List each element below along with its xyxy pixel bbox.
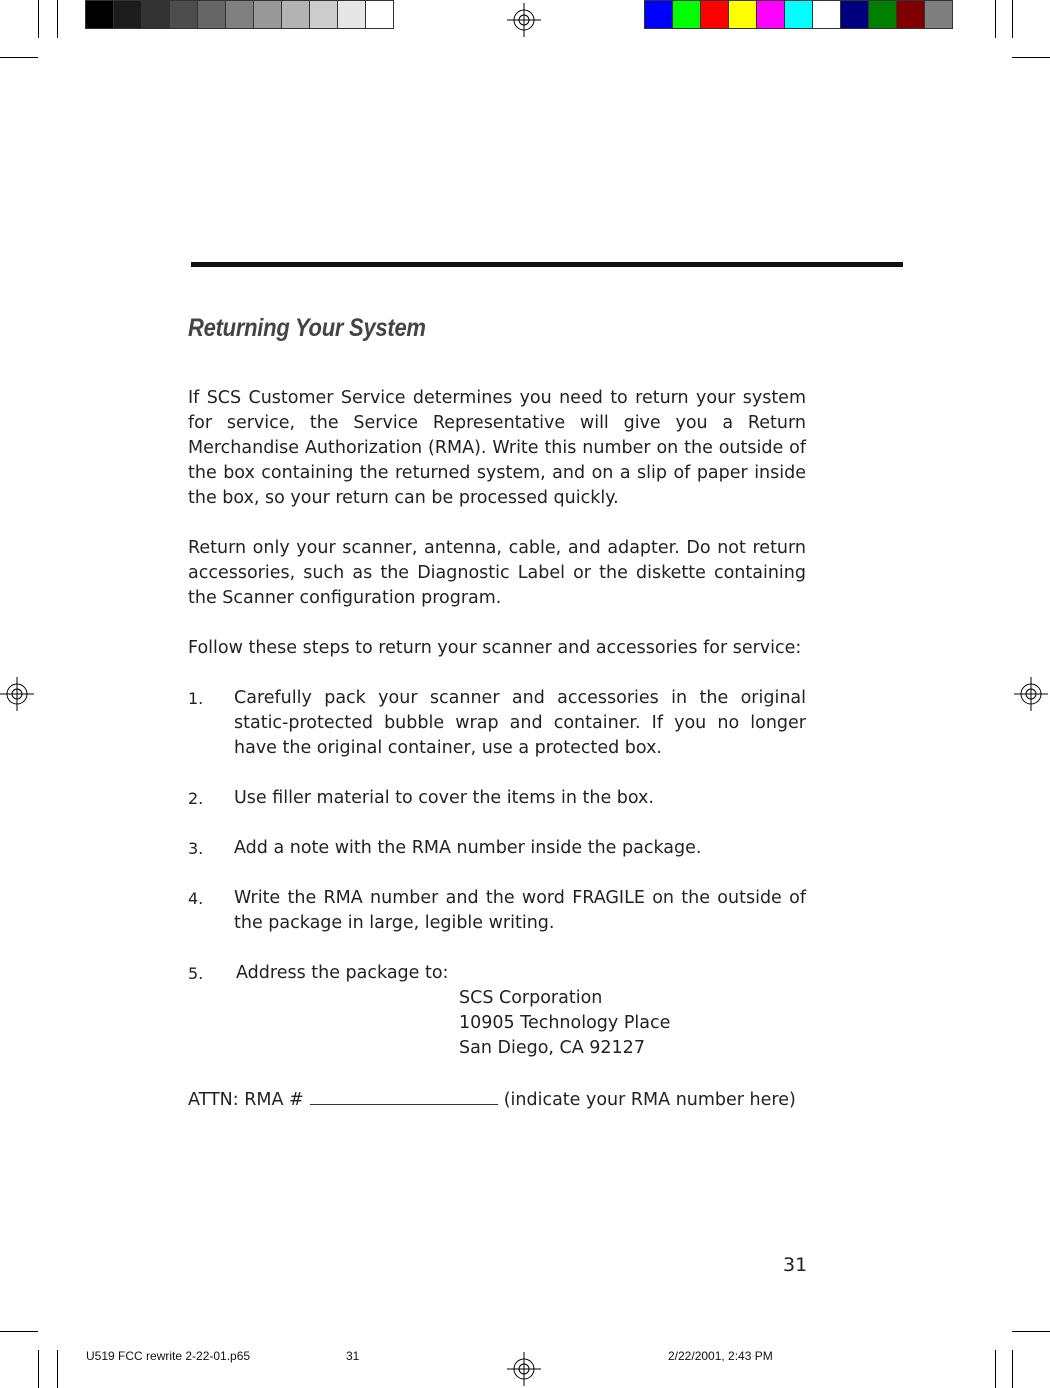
registration-mark-icon bbox=[507, 1352, 541, 1386]
step-number: 1. bbox=[188, 689, 204, 708]
step-number: 3. bbox=[188, 839, 204, 858]
address-line: 10905 Technology Place bbox=[459, 1013, 671, 1033]
color-swatch bbox=[756, 0, 785, 29]
page-number: 31 bbox=[783, 1254, 808, 1276]
crop-mark bbox=[1012, 1331, 1050, 1332]
color-swatch bbox=[840, 0, 869, 29]
color-swatch bbox=[672, 0, 701, 29]
section-divider bbox=[191, 262, 903, 267]
paragraph-text: Return only your scanner, antenna, cable, and adapter. Do not return accessories, such as the Diagnostic Label or the diskette containing the Scanner configuration program. bbox=[188, 538, 806, 608]
paragraph-text: If SCS Customer Service determines you need to return your system for service, the Service Representative will give you a Return Merchandise Authorization (RMA). Write this number on the outside of the box containing the returned system, and on a slip of paper inside the box, so your return can be processed quickly. bbox=[188, 388, 806, 508]
crop-mark bbox=[38, 0, 39, 38]
crop-mark bbox=[995, 1350, 996, 1388]
attn-label: ATTN: RMA # bbox=[188, 1090, 304, 1110]
crop-mark bbox=[38, 1350, 39, 1388]
gray-swatch bbox=[197, 0, 226, 29]
grayscale-swatch-strip bbox=[85, 0, 393, 29]
color-swatch bbox=[728, 0, 757, 29]
step-text: Carefully pack your scanner and accessories in the original static-protected bubble wrap and container. If you no longer have the original container, use a protected box. bbox=[234, 688, 806, 758]
footer-page: 31 bbox=[346, 1349, 360, 1363]
step-item bbox=[188, 886, 806, 936]
gray-swatch bbox=[169, 0, 198, 29]
gray-swatch bbox=[225, 0, 254, 29]
registration-mark-icon bbox=[1014, 677, 1048, 711]
color-swatch bbox=[644, 0, 673, 29]
registration-mark-icon bbox=[507, 3, 541, 37]
crop-mark bbox=[995, 0, 996, 38]
step-item bbox=[188, 961, 806, 986]
rma-number-blank bbox=[310, 1086, 498, 1105]
step-number: 5. bbox=[188, 964, 204, 983]
crop-mark bbox=[0, 1331, 38, 1332]
step-item bbox=[188, 786, 806, 811]
crop-mark bbox=[1012, 0, 1013, 38]
color-swatch bbox=[700, 0, 729, 29]
color-swatch bbox=[812, 0, 841, 29]
step-number: 4. bbox=[188, 889, 204, 908]
steps-intro-paragraph bbox=[188, 636, 806, 661]
crop-mark bbox=[1012, 57, 1050, 58]
return-items-paragraph bbox=[188, 536, 806, 611]
attn-hint: (indicate your RMA number here) bbox=[503, 1090, 796, 1110]
step-text: Add a note with the RMA number inside the package. bbox=[234, 838, 702, 858]
gray-swatch bbox=[253, 0, 282, 29]
color-swatch bbox=[896, 0, 925, 29]
footer-date: 2/22/2001, 2:43 PM bbox=[668, 1349, 773, 1363]
address-line: San Diego, CA 92127 bbox=[459, 1038, 645, 1058]
paragraph-text: Follow these steps to return your scanner and accessories for service: bbox=[188, 638, 802, 658]
color-swatch bbox=[924, 0, 953, 29]
crop-mark bbox=[1012, 1350, 1013, 1388]
gray-swatch bbox=[309, 0, 338, 29]
step-item bbox=[188, 836, 806, 861]
gray-swatch bbox=[141, 0, 170, 29]
gray-swatch bbox=[337, 0, 366, 29]
crop-mark bbox=[0, 57, 38, 58]
gray-swatch bbox=[113, 0, 142, 29]
section-title: Returning Your System bbox=[188, 314, 426, 342]
intro-paragraph bbox=[188, 386, 806, 511]
step-number: 2. bbox=[188, 789, 204, 808]
footer-filename: U519 FCC rewrite 2-22-01.p65 bbox=[86, 1349, 251, 1363]
attn-line bbox=[188, 1086, 796, 1113]
gray-swatch bbox=[85, 0, 114, 29]
crop-mark bbox=[57, 1350, 58, 1388]
color-swatch bbox=[784, 0, 813, 29]
step-text: Use filler material to cover the items in the box. bbox=[234, 788, 654, 808]
gray-swatch bbox=[365, 0, 394, 29]
mailing-address bbox=[459, 986, 670, 1061]
address-line: SCS Corporation bbox=[459, 988, 603, 1008]
color-swatch bbox=[868, 0, 897, 29]
crop-mark bbox=[57, 0, 58, 38]
step-item bbox=[188, 686, 806, 761]
gray-swatch bbox=[281, 0, 310, 29]
step-text: Write the RMA number and the word FRAGILE on the outside of the package in large, legible writing. bbox=[234, 888, 806, 933]
registration-mark-icon bbox=[0, 677, 34, 711]
step-text: Address the package to: bbox=[236, 963, 449, 983]
color-swatch-strip bbox=[644, 0, 952, 29]
